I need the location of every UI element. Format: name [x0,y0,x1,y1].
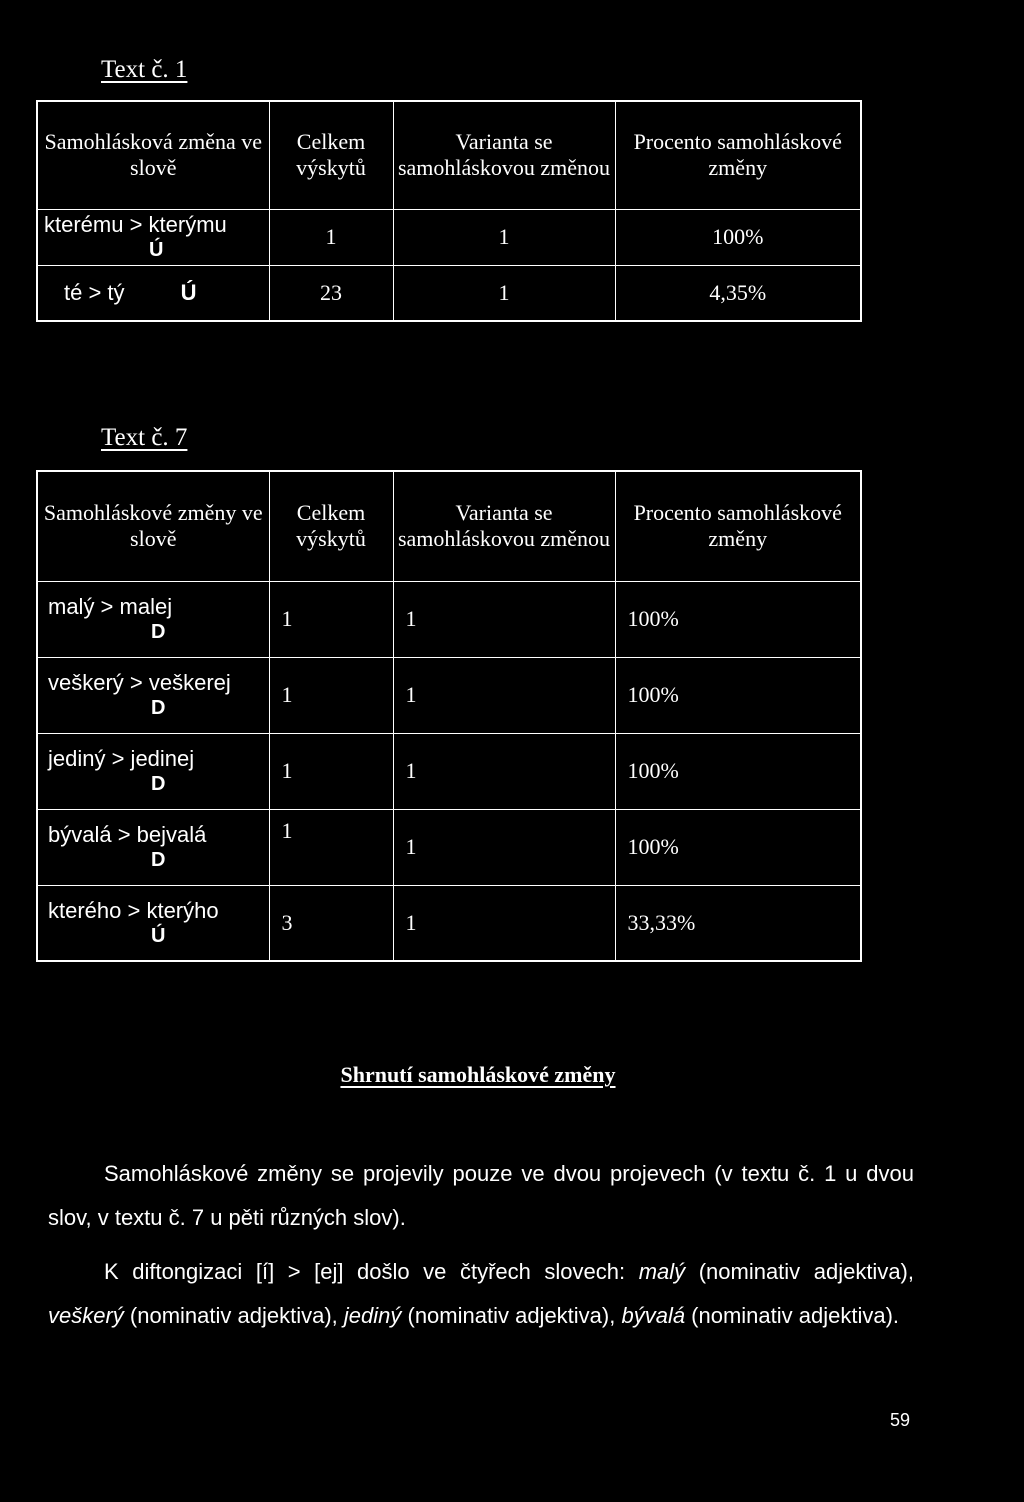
word-change: jediný > jedinej [48,745,195,771]
header-cell-variant: Varianta se samohláskovou změnou [393,471,615,581]
table-row [37,581,861,657]
total-cell: 3 [269,885,393,961]
percent-cell: 100% [615,733,861,809]
percent-cell: 100% [615,657,861,733]
variant-cell: 1 [393,885,615,961]
change-mark: D [151,697,166,720]
table-header-row [37,471,861,581]
word-cell [37,581,269,657]
change-mark: Ú [151,924,166,947]
header-cell-total: Celkem výskytů [269,471,393,581]
change-mark: Ú [180,279,197,305]
table-header-row [37,101,861,209]
change-mark: Ú [149,239,164,262]
word-cell [37,885,269,961]
p2-part-italic: jediný [343,1303,402,1328]
text1-heading: Text č. 1 [101,56,188,83]
change-mark: D [151,773,166,796]
word-cell [37,265,269,321]
p2-part-italic: veškerý [48,1303,124,1328]
percent-cell: 33,33% [615,885,861,961]
table-row [37,885,861,961]
word-change: kterého > kterýho [48,897,219,923]
word-cell [37,733,269,809]
percent-cell: 100% [615,809,861,885]
p2-part-italic: bývalá [621,1303,686,1328]
word-change: bývalá > bejvalá [48,821,207,847]
table-row [37,809,861,885]
word-cell [37,657,269,733]
header-cell-variant: Varianta se samohláskovou změnou [393,101,615,209]
p2-part: (nominativ adjektiva), [123,1303,344,1328]
change-mark: D [151,621,166,644]
text7-table [36,470,862,962]
header-cell-percent: Procento samohláskové změny [615,471,861,581]
table-row [37,733,861,809]
p2-part: (nominativ adjektiva), [401,1303,622,1328]
table-row [37,657,861,733]
header-cell-word: Samohláskové změny ve slově [37,471,269,581]
text1-table [36,100,862,322]
p2-part-italic: malý [638,1259,686,1284]
summary-paragraph-2 [48,1250,914,1338]
page-number: 59 [890,1410,911,1430]
total-cell: 1 [269,657,393,733]
text7-heading: Text č. 7 [101,424,188,451]
variant-cell: 1 [393,209,615,265]
change-mark: D [151,849,166,872]
header-cell-percent: Procento samohláskové změny [615,101,861,209]
total-cell: 1 [269,209,393,265]
variant-cell: 1 [393,809,615,885]
percent-cell: 100% [615,581,861,657]
word-change: malý > malej [48,593,173,619]
total-cell: 1 [269,809,393,885]
percent-cell: 100% [615,209,861,265]
p2-part: K diftongizaci [í] > [ej] došlo ve čtyřech slovech: [104,1259,639,1284]
total-cell: 1 [269,733,393,809]
percent-cell: 4,35% [615,265,861,321]
variant-cell: 1 [393,581,615,657]
header-cell-word: Samohlásková změna ve slově [37,101,269,209]
table-row [37,209,861,265]
variant-cell: 1 [393,265,615,321]
variant-cell: 1 [393,657,615,733]
variant-cell: 1 [393,733,615,809]
word-cell [37,209,269,265]
word-change: té > tý [64,279,125,305]
total-cell: 23 [269,265,393,321]
total-cell: 1 [269,581,393,657]
p2-part: (nominativ adjektiva). [685,1303,900,1328]
summary-paragraph-1: Samohláskové změny se projevily pouze ve dvou projevech (v textu č. 1 u dvou slov, v textu č. 7 u pěti různých slov). [48,1161,914,1230]
summary-title: Shrnutí samohláskové změny [340,1062,616,1087]
word-change: veškerý > veškerej [48,669,231,695]
header-cell-total: Celkem výskytů [269,101,393,209]
word-cell [37,809,269,885]
word-change: kterému > kterýmu [44,211,227,237]
p2-part: (nominativ adjektiva), [685,1259,914,1284]
table-row [37,265,861,321]
